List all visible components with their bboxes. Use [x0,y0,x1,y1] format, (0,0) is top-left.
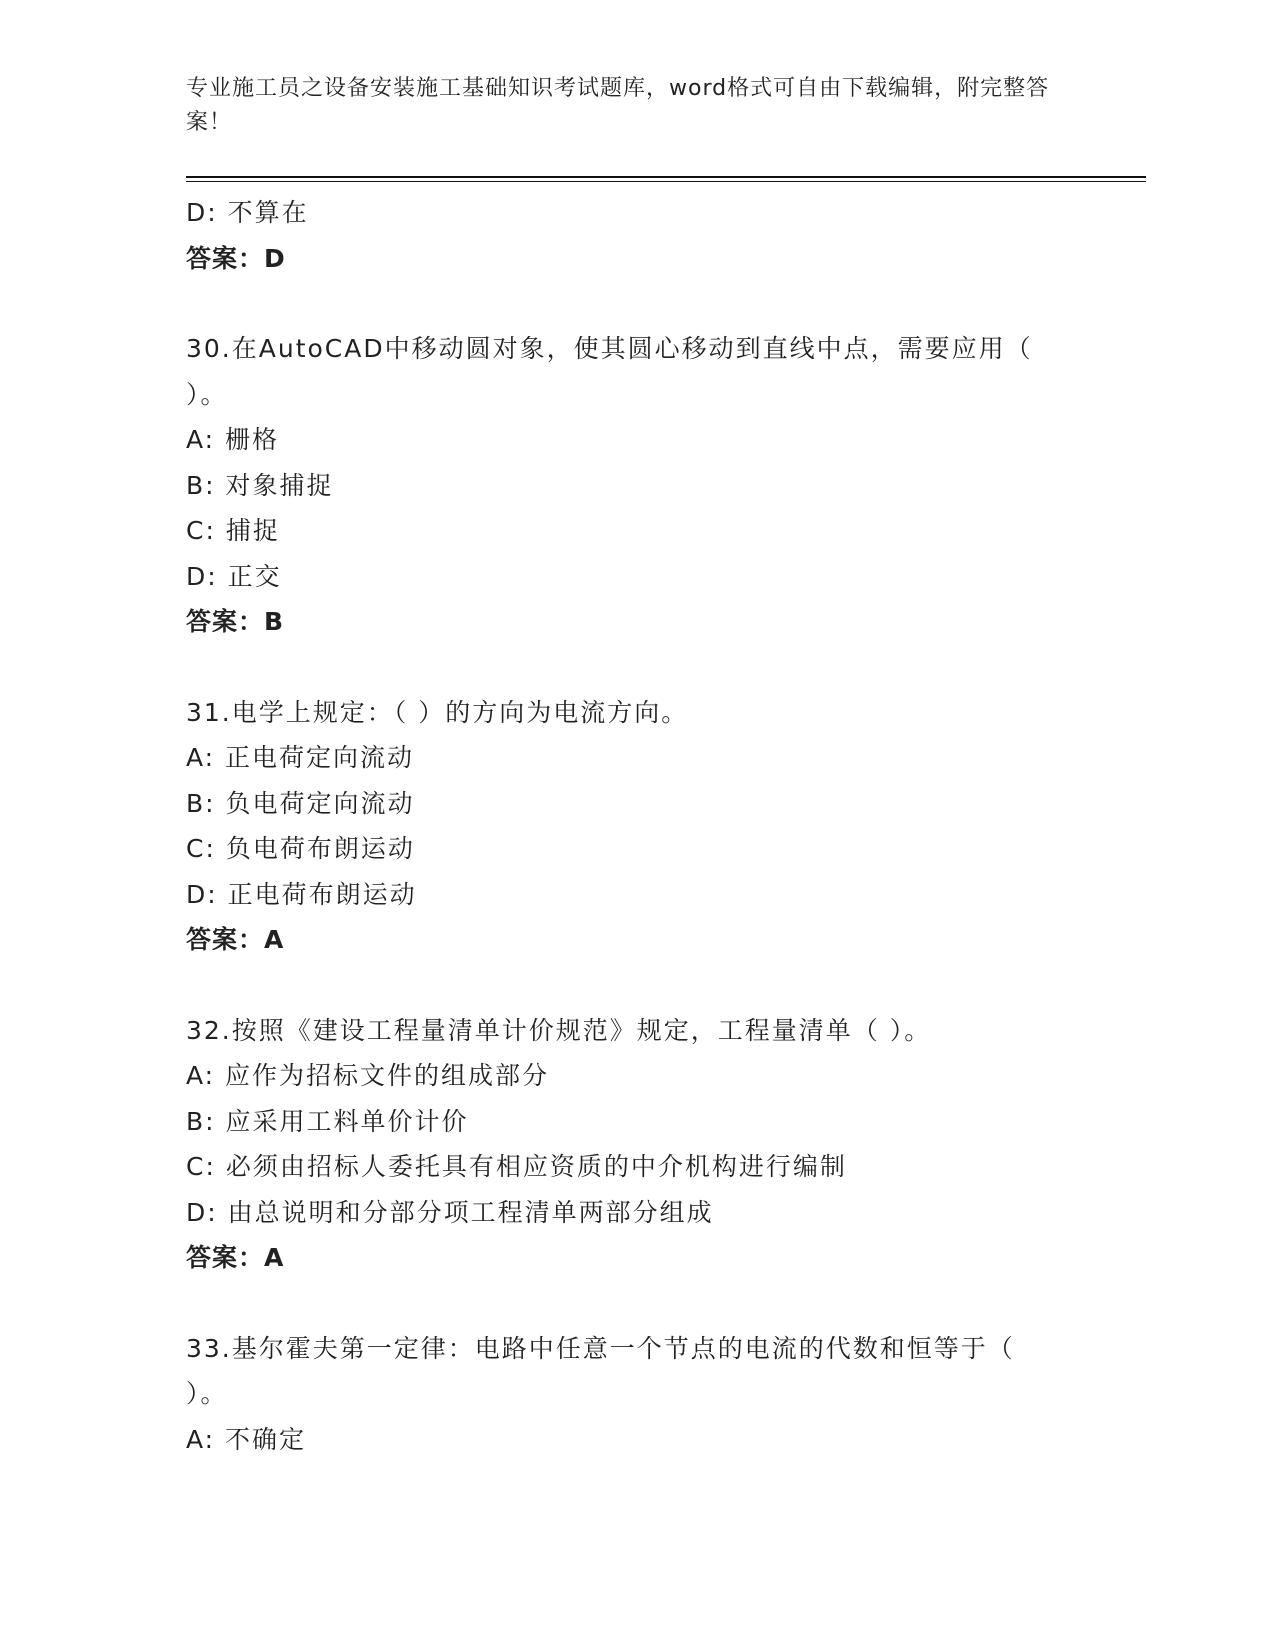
option-a: A: 不确定 [186,1424,307,1454]
option-c: C: 捕捉 [186,516,280,545]
option-a: A: 正电荷定向流动 [186,743,415,772]
question-block-prev [186,190,1086,281]
answer-line: 答案：A [186,925,285,954]
question-block-33 [186,1326,1086,1463]
answer-line: 答案：A [186,1243,285,1272]
option-a: A: 应作为招标文件的组成部分 [186,1061,550,1090]
option-b: B: 负电荷定向流动 [186,788,415,818]
option-d: D: 正电荷布朗运动 [186,879,417,909]
option-d: D: 正交 [186,561,282,591]
document-title: 专业施工员之设备安装施工基础知识考试题库，word格式可自由下载编辑，附完整答案！ [186,76,1050,135]
option-d: D: 不算在 [186,198,309,227]
option-a: A: 栅格 [186,425,280,454]
spacer [186,963,1086,1008]
spacer [186,281,1086,326]
option-d: D: 由总说明和分部分项工程清单两部分组成 [186,1197,714,1227]
option-b: B: 对象捕捉 [186,470,334,500]
option-c: C: 负电荷布朗运动 [186,834,415,863]
question-text: 30.在AutoCAD中移动圆对象，使其圆心移动到直线中点，需要应用（ ）。 [186,334,1033,409]
question-block-31 [186,690,1086,963]
question-block-30 [186,326,1086,645]
header-divider [186,176,1146,178]
answer-line: 答案：B [186,607,285,636]
spacer [186,645,1086,690]
header-divider-secondary [186,181,1146,182]
question-text: 31.电学上规定：（ ）的方向为电流方向。 [186,697,689,727]
answer-line: 答案：D [186,243,286,273]
question-block-32 [186,1008,1086,1281]
spacer [186,1281,1086,1326]
question-text: 32.按照《建设工程量清单计价规范》规定，工程量清单（ ）。 [186,1015,932,1045]
option-c: C: 必须由招标人委托具有相应资质的中介机构进行编制 [186,1152,847,1181]
option-b: B: 应采用工料单价计价 [186,1106,469,1136]
question-text: 33.基尔霍夫第一定律：电路中任意一个节点的电流的代数和恒等于（ ）。 [186,1333,1015,1408]
question-list [186,190,1086,1462]
page-header [186,72,1066,140]
